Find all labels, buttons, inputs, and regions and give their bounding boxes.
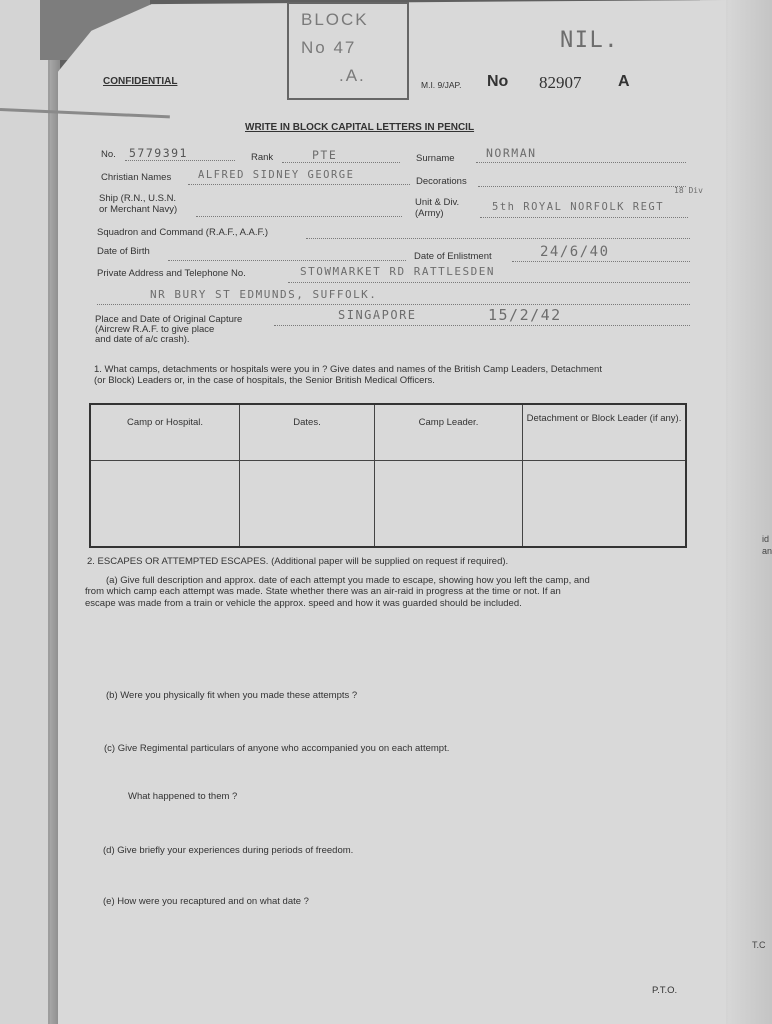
field-line (97, 304, 690, 305)
capture-label-3: and date of a/c crash). (95, 334, 190, 345)
question-c: (c) Give Regimental particulars of anyone who accompanied you on each attempt. (104, 743, 450, 754)
edge-text: T.C (752, 940, 766, 950)
question-e: (e) How were you recaptured and on what date ? (103, 896, 309, 907)
unit-label-2: (Army) (415, 208, 444, 219)
field-line (168, 260, 406, 261)
capture-date: 15/2/42 (488, 306, 562, 324)
section-2-heading: 2. ESCAPES OR ATTEMPTED ESCAPES. (Additional paper will be supplied on request if required). (87, 556, 509, 567)
edge-text: an (762, 546, 772, 556)
instruction-heading: WRITE IN BLOCK CAPITAL LETTERS IN PENCIL (245, 122, 475, 133)
pto-label: P.T.O. (652, 985, 678, 996)
field-line (196, 216, 402, 217)
squadron-label: Squadron and Command (R.A.F., A.A.F.) (97, 227, 269, 238)
block-stamp (287, 2, 409, 100)
address-label: Private Address and Telephone No. (97, 268, 246, 279)
form-number: 82907 (539, 73, 582, 92)
edge-text: id (762, 534, 770, 544)
surname-value: NORMAN (486, 146, 537, 160)
table-header-row (90, 404, 686, 461)
no-value: 5779391 (129, 146, 188, 160)
table-row (90, 461, 686, 548)
ship-label-2: or Merchant Navy) (99, 204, 178, 215)
question-d: (d) Give briefly your experiences during periods of freedom. (103, 845, 354, 856)
field-line (274, 325, 690, 326)
address-value-2: NR BURY ST EDMUNDS, SUFFOLK. (150, 288, 378, 301)
table-cell[interactable] (240, 461, 375, 548)
question-c-followup: What happened to them ? (128, 791, 238, 802)
field-line (125, 160, 235, 161)
background-left-sheet (0, 0, 50, 1024)
field-line (476, 162, 686, 163)
column-header-camp-leader: Camp Leader. (375, 404, 523, 461)
number-label: No (487, 73, 509, 90)
field-line (306, 238, 690, 239)
surname-label: Surname (416, 153, 455, 164)
rank-label: Rank (251, 152, 274, 163)
capture-label: Place and Date of Original Capture (95, 314, 243, 325)
capture-place: SINGAPORE (338, 308, 417, 322)
no-label: No. (101, 149, 116, 160)
section-1-question: 1. What camps, detachments or hospitals were you in ? Give dates and names of the British Camp Leaders, Detachment (94, 364, 602, 375)
column-header-camp: Camp or Hospital. (90, 404, 240, 461)
column-header-dates: Dates. (240, 404, 375, 461)
stamp-line-3: .A. (339, 66, 366, 85)
camps-table (89, 403, 687, 548)
form-suffix: A (618, 73, 630, 90)
dob-label: Date of Birth (97, 246, 150, 257)
field-line (480, 217, 688, 218)
unit-division: 18 Div (674, 186, 703, 195)
form-code: M.I. 9/JAP. (421, 80, 462, 90)
capture-label-2: (Aircrew R.A.F. to give place (95, 324, 215, 335)
ship-label: Ship (R.N., U.S.N. (99, 193, 177, 204)
stamp-line-2: No 47 (301, 38, 357, 57)
enlistment-value: 24/6/40 (540, 244, 610, 260)
christian-names-value: ALFRED SIDNEY GEORGE (198, 169, 355, 181)
christian-names-label: Christian Names (101, 172, 172, 183)
section-1-question-cont: (or Block) Leaders or, in the case of hospitals, the Senior British Medical Officers. (94, 375, 435, 386)
field-line (282, 162, 400, 163)
confidential-label: CONFIDENTIAL (103, 76, 178, 87)
address-value-1: STOWMARKET RD RATTLESDEN (300, 265, 495, 278)
table-cell[interactable] (90, 461, 240, 548)
field-line (478, 186, 686, 187)
unit-label: Unit & Div. (415, 197, 460, 208)
enlistment-label: Date of Enlistment (414, 251, 492, 262)
field-line (188, 184, 410, 185)
question-a-line-3: escape was made from a train or vehicle the approx. speed and how it was guarded should be included. (85, 598, 522, 609)
question-a-line-2: from which camp each attempt was made. State whether there was an air-raid in progress at the time or not. If an (85, 586, 561, 597)
column-header-detachment-leader: Detachment or Block Leader (if any). (523, 404, 687, 461)
question-b: (b) Were you physically fit when you made these attempts ? (106, 690, 358, 701)
question-a-line-1: (a) Give full description and approx. date of each attempt you made to escape, showing how you left the camp, and (106, 575, 590, 586)
stamp-line-1: BLOCK (301, 10, 369, 29)
unit-value: 5th ROYAL NORFOLK REGT (492, 201, 665, 213)
nil-annotation: NIL. (560, 28, 619, 53)
table-cell[interactable] (523, 461, 687, 548)
field-line (288, 282, 690, 283)
decorations-label: Decorations (416, 176, 467, 187)
rank-value: PTE (312, 148, 338, 162)
table-cell[interactable] (375, 461, 523, 548)
field-line (512, 261, 690, 262)
